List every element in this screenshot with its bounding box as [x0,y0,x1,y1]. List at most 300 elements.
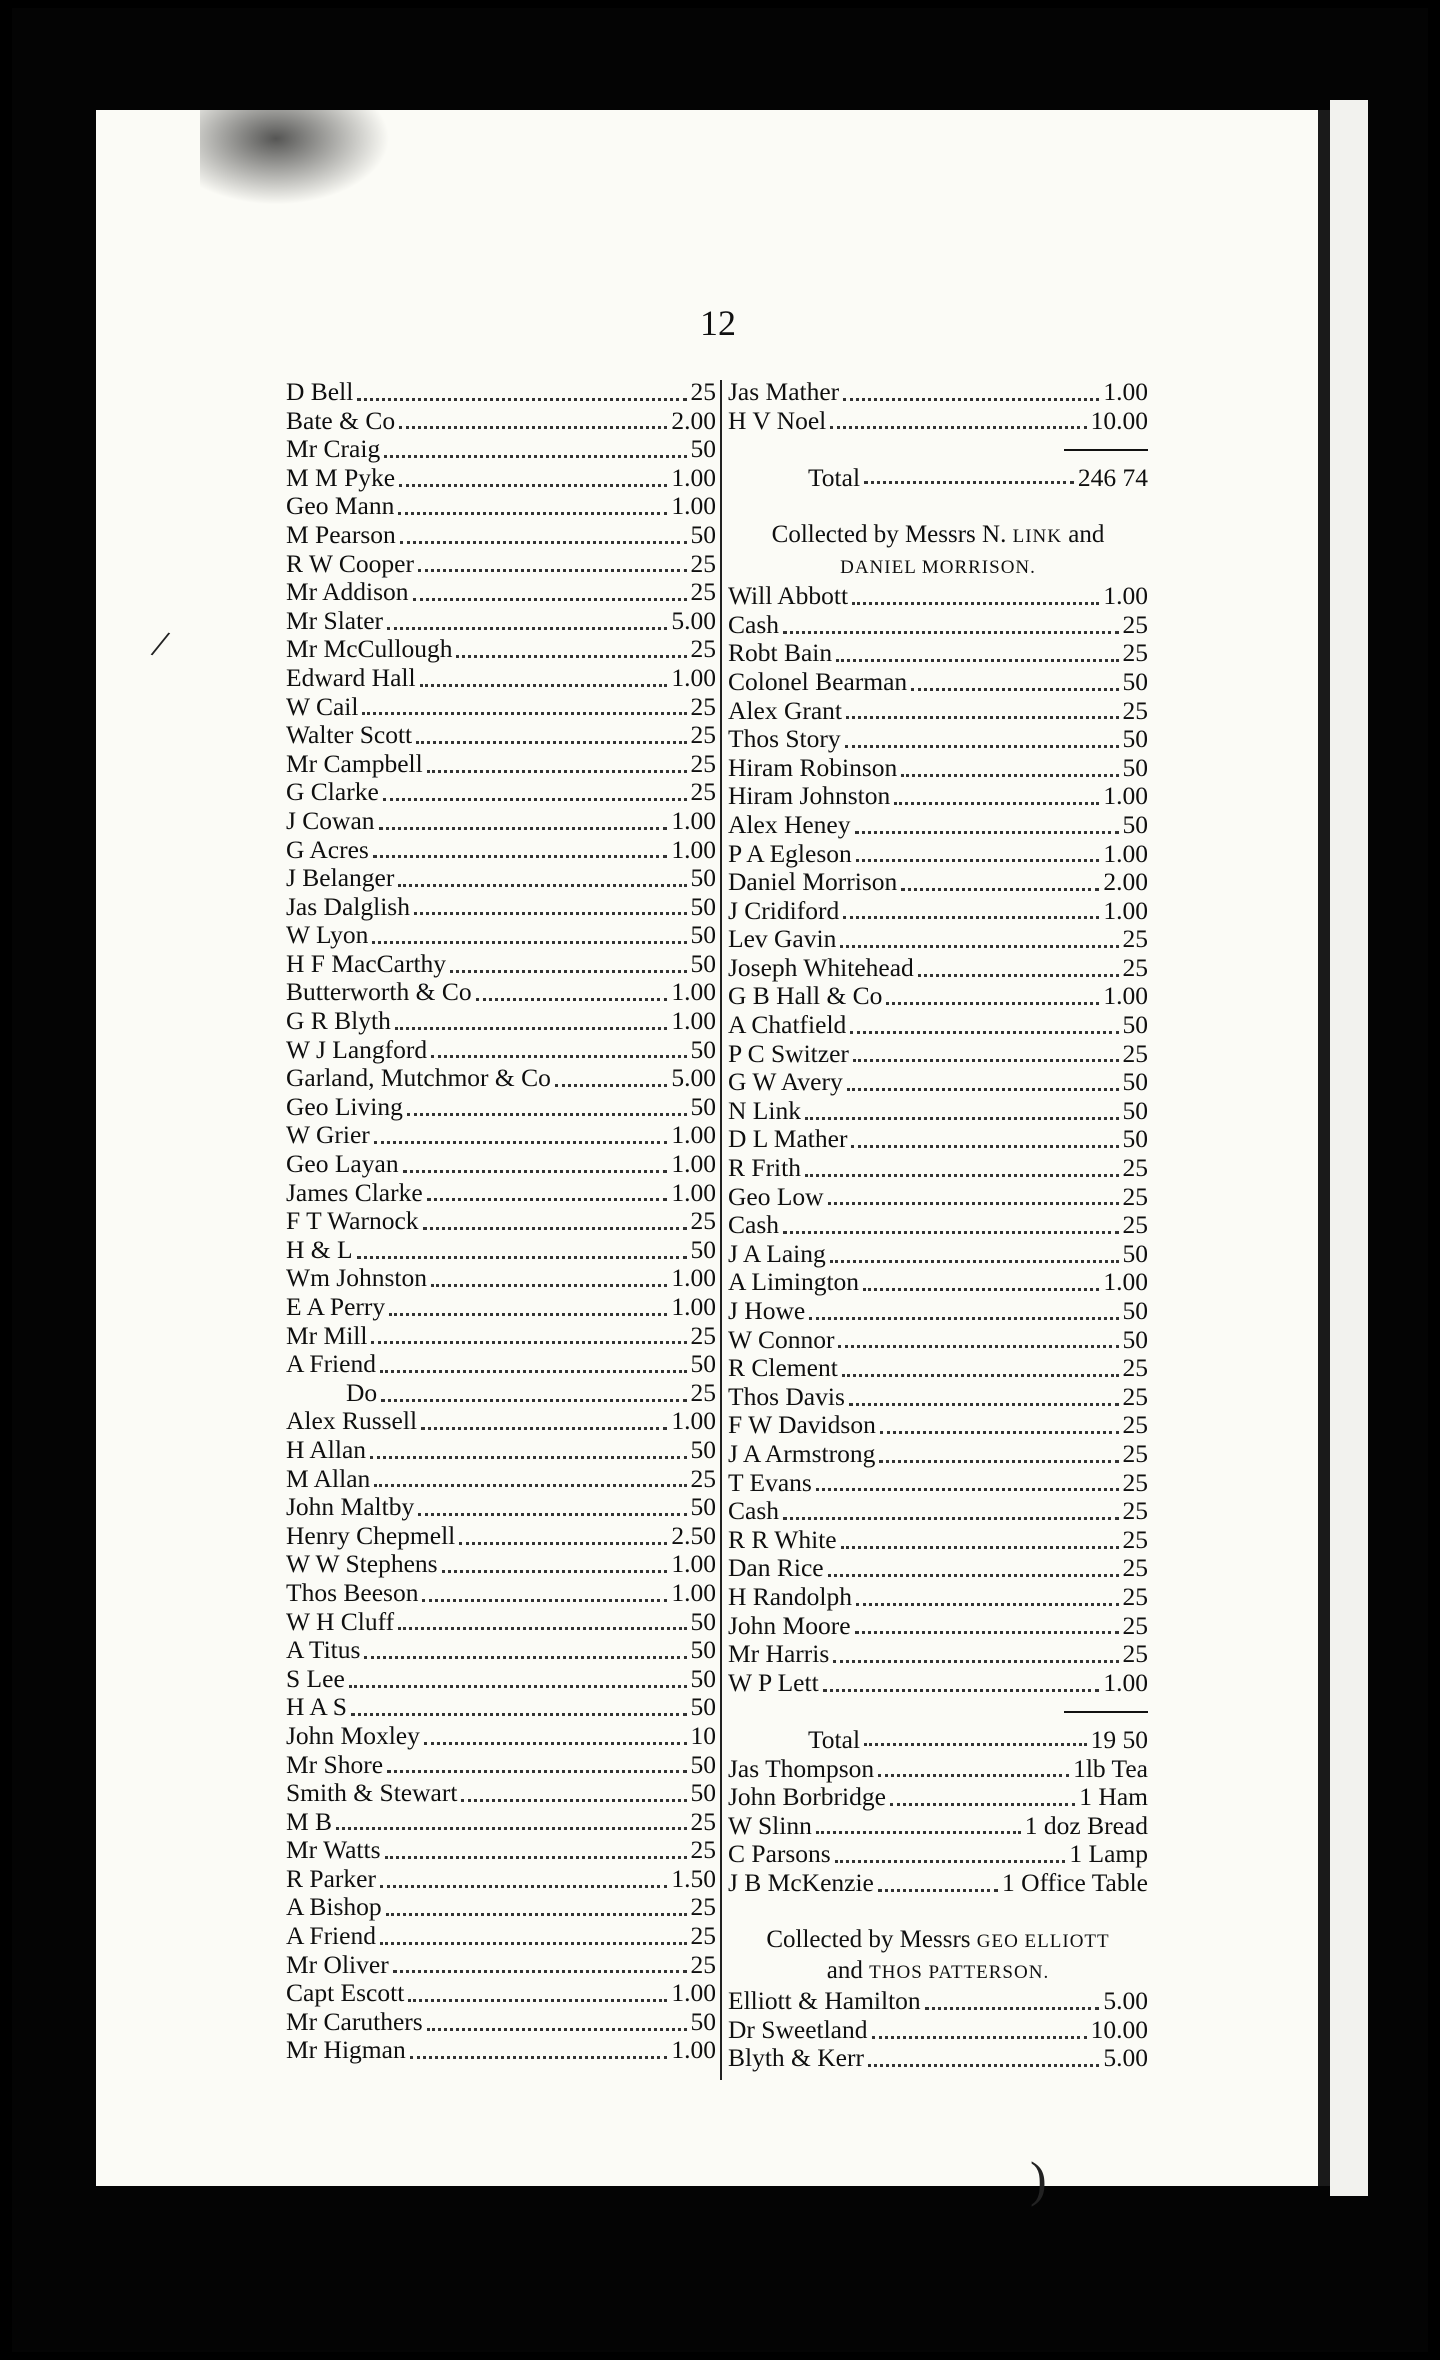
leader-dots [840,939,1118,948]
leader-dots [384,449,686,458]
leader-dots [845,739,1119,748]
section-heading [728,1926,1148,1957]
list-item [728,2016,1148,2045]
entry-name: M B [286,1806,333,1836]
leader-dots [383,792,687,801]
entry-amount: 50 [1122,1010,1148,1040]
leader-dots [418,563,687,572]
leader-dots [838,1339,1118,1348]
entry-name: Wm Johnston [286,1263,427,1293]
leader-dots [364,1650,686,1659]
leader-dots [901,882,1099,891]
leader-dots [374,1135,668,1144]
entry-amount: 50 [690,1778,716,1808]
entry-name: A Titus [286,1635,361,1665]
entry-amount: 1.00 [671,1978,716,2008]
heading-name: DANIEL MORRISON. [840,556,1036,578]
list-item [728,2044,1148,2073]
list-item [286,1951,716,1980]
leader-dots [431,1049,686,1058]
leader-dots [878,1883,998,1892]
entry-amount: 50 [690,1034,716,1064]
list-item [728,697,1148,726]
leader-dots [783,625,1119,634]
leader-dots [424,1736,687,1745]
list-item [286,1550,716,1579]
entry-name: Thos Davis [728,1381,845,1411]
total-rule [728,435,1148,464]
entry-amount: 50 [1122,1095,1148,1125]
list-item [728,1526,1148,1555]
list-item [286,1350,716,1379]
list-item [286,1407,716,1436]
leader-dots [843,392,1099,401]
entry-name: G Clarke [286,777,379,807]
leader-dots [400,535,687,544]
entry-name: John Maltby [286,1492,415,1522]
list-item [728,1497,1148,1526]
entry-amount: 25 [690,748,716,778]
leader-dots [809,1311,1118,1320]
entry-amount: 25 [1122,1524,1148,1554]
list-item [286,1436,716,1465]
entry-name: S Lee [286,1663,345,1693]
leader-dots [450,964,686,973]
entry-amount: 50 [690,519,716,549]
list-item [286,1236,716,1265]
list-item [286,1779,716,1808]
list-item [728,639,1148,668]
entry-amount: 25 [1122,1410,1148,1440]
entry-name: E A Perry [286,1292,386,1321]
entry-name: Mr Higman [286,2035,406,2065]
entry-name: Walter Scott [286,720,413,750]
entry-name: Robt Bain [728,638,833,668]
list-item [728,1297,1148,1326]
entry-amount: 25 [690,1377,716,1407]
entry-name: A Friend [286,1921,376,1951]
entry-amount: 25 [1122,1353,1148,1383]
leader-dots [878,1768,1069,1777]
entry-amount: 10.00 [1090,405,1148,435]
entry-amount: 25 [690,1806,716,1836]
entry-amount: 1.00 [671,462,716,492]
entry-amount: 25 [690,1949,716,1979]
list-item [286,750,716,779]
entry-amount: 50 [690,1492,716,1522]
entry-name: F W Davidson [728,1410,876,1440]
entry-amount: 1 Lamp [1069,1839,1148,1869]
list-item [728,1040,1148,1069]
list-item [728,1068,1148,1097]
entry-amount: 50 [1122,1238,1148,1268]
list-item [286,1865,716,1894]
entry-amount: 1 Office Table [1002,1867,1148,1897]
entry-name: Jas Thompson [728,1753,875,1783]
entry-amount: 1.00 [671,1263,716,1293]
leader-dots [894,796,1099,805]
entry-amount: 5.00 [671,1063,716,1093]
total-row [728,464,1148,493]
list-item [286,950,716,979]
entry-name: Butterworth & Co [286,977,472,1007]
entry-amount: 1.00 [671,834,716,864]
leader-dots [399,478,667,487]
entry-name: Elliott & Hamilton [728,1986,921,2016]
entry-amount: 50 [690,1349,716,1379]
entry-amount: 50 [1122,724,1148,754]
leader-dots [385,1850,687,1859]
leader-dots [849,1397,1119,1406]
list-item [286,2036,716,2065]
entry-name: M Pearson [286,519,396,549]
leader-dots [380,1364,687,1373]
list-item [728,925,1148,954]
entry-name: Jas Mather [728,377,840,406]
leader-dots [853,1053,1119,1062]
right-column [728,378,1148,2073]
entry-name: Daniel Morrison [728,867,898,897]
list-item [286,893,716,922]
leader-dots [555,1078,668,1087]
entry-name: W Slinn [728,1810,812,1840]
list-item [728,811,1148,840]
entry-amount: 25 [1122,1038,1148,1068]
leader-dots [427,764,687,773]
leader-dots [852,596,1099,605]
entry-amount: 50 [690,1749,716,1779]
list-item [728,782,1148,811]
entry-amount: 1.00 [671,805,716,835]
entry-name: R W Cooper [286,548,414,578]
leader-dots [805,1111,1119,1120]
leader-dots [393,1964,687,1973]
leader-dots [387,1764,686,1773]
entry-name: R R White [728,1524,837,1554]
entry-amount: 50 [1122,1296,1148,1325]
leader-dots [783,1225,1119,1234]
entry-name: Mr Craig [286,434,381,464]
leader-dots [351,1707,687,1716]
list-item [728,611,1148,640]
entry-name: Do [346,1377,378,1407]
entry-amount: 25 [690,720,716,750]
list-item [728,1326,1148,1355]
list-item [286,635,716,664]
heading-text: Collected by Messrs N. [771,520,1013,548]
entry-amount: 1.00 [1103,377,1148,406]
entry-amount: 25 [1122,1496,1148,1526]
leader-dots [856,1597,1119,1606]
list-item [286,1922,716,1951]
entry-amount: 25 [1122,1581,1148,1611]
leader-dots [805,1168,1119,1177]
leader-dots [418,1507,686,1516]
entry-name: Geo Mann [286,491,395,521]
leader-dots [886,996,1099,1005]
leader-dots [868,2058,1099,2067]
leader-dots [828,1196,1119,1205]
entry-name: Mr Harris [728,1639,830,1669]
list-item [286,807,716,836]
entry-amount: 1.00 [671,491,716,521]
entry-amount: 50 [690,920,716,950]
entry-amount: 25 [690,1892,716,1922]
leader-dots [416,735,686,744]
leader-dots [843,910,1099,919]
entry-name: Geo Low [728,1181,824,1211]
list-item [728,1240,1148,1269]
entry-name: W J Langford [286,1034,428,1064]
entry-amount: 50 [690,1606,716,1636]
entry-amount: 25 [1122,695,1148,725]
entry-name: Mr Mill [286,1320,368,1350]
entry-amount: 50 [1122,809,1148,839]
total-amount: 246 74 [1077,462,1148,492]
entry-amount: 1.00 [671,1406,716,1436]
entry-amount: 25 [690,1206,716,1236]
entry-amount: 25 [1122,924,1148,954]
list-item [286,1007,716,1036]
list-item [286,464,716,493]
leader-dots [380,1936,687,1945]
entry-name: Joseph Whitehead [728,952,914,982]
entry-amount: 1.00 [1103,581,1148,611]
leader-dots [386,1907,687,1916]
left-column [286,378,716,2065]
entry-name: Alex Grant [728,695,843,725]
list-item [728,1440,1148,1469]
leader-dots [410,2050,668,2059]
entry-name: A Friend [286,1349,376,1379]
entry-name: Dr Sweetland [728,2014,868,2044]
entry-amount: 50 [690,1434,716,1464]
entry-amount: 1.00 [671,1149,716,1179]
leader-dots [349,1679,687,1688]
entry-amount: 2.00 [1103,867,1148,897]
leader-dots [442,1564,668,1573]
list-item [286,1608,716,1637]
list-item [728,954,1148,983]
entry-amount: 1.00 [1103,838,1148,868]
entry-amount: 25 [690,634,716,664]
entry-name: Mr Watts [286,1835,381,1865]
entry-name: T Evans [728,1467,812,1497]
list-item [286,521,716,550]
leader-dots [459,1536,667,1545]
list-item [728,1383,1148,1412]
entry-amount: 25 [1122,1153,1148,1183]
leader-dots [856,853,1100,862]
leader-dots [399,420,667,429]
leader-dots [841,1540,1119,1549]
entry-name: J A Armstrong [728,1438,876,1468]
list-item [728,1554,1148,1583]
entry-name: R Frith [728,1153,801,1183]
leader-dots [398,878,686,887]
leader-dots [421,1421,667,1430]
entry-name: D Bell [286,377,354,406]
list-item [286,2008,716,2037]
list-item [728,1755,1148,1784]
entry-name: Smith & Stewart [286,1778,458,1808]
entry-name: John Moxley [286,1720,420,1750]
leader-dots [374,1478,686,1487]
entry-name: James Clarke [286,1177,423,1207]
entry-name: M Allan [286,1463,371,1493]
list-item [728,1097,1148,1126]
entry-amount: 25 [1122,1381,1148,1411]
total-rule [728,1697,1148,1726]
entry-amount: 1.00 [671,662,716,692]
leader-dots [389,1307,667,1316]
list-item [728,725,1148,754]
list-item [728,1869,1148,1898]
entry-name: Mr Shore [286,1749,384,1779]
heading-text: and [1061,520,1105,548]
total-label: Total [808,462,861,492]
list-item [728,1125,1148,1154]
entry-name: Mr McCullough [286,634,453,664]
entry-name: Thos Story [728,724,841,754]
list-item [728,407,1148,436]
pen-mark: / [147,620,174,667]
list-item [286,1836,716,1865]
list-item [286,378,716,407]
total-row [728,1726,1148,1755]
list-item [286,492,716,521]
leader-dots [398,1621,686,1630]
section-heading-line2 [728,552,1148,583]
entry-name: Edward Hall [286,662,416,692]
entry-name: W Grier [286,1120,370,1150]
entry-amount: 50 [690,891,716,921]
leader-dots [855,1625,1119,1634]
section-heading [728,521,1148,552]
entry-name: Lev Gavin [728,924,837,954]
entry-amount: 25 [1122,1467,1148,1497]
heading-name: GEO ELLIOTT [976,1931,1110,1953]
leader-dots [851,1139,1118,1148]
leader-dots [842,1368,1119,1377]
heading-name: THOS PATTERSON. [869,1961,1050,1983]
entry-amount: 25 [1122,952,1148,982]
list-item [286,578,716,607]
leader-dots [395,1021,668,1030]
list-item [286,1150,716,1179]
list-item [728,1640,1148,1669]
list-item [728,1987,1148,2016]
list-item [286,1808,716,1837]
entry-name: G R Blyth [286,1006,391,1036]
entry-name: Mr Addison [286,577,409,607]
entry-name: Will Abbott [728,581,849,611]
entry-name: Mr Slater [286,605,384,635]
entry-amount: 10 [690,1720,716,1750]
list-item [286,1636,716,1665]
entry-name: Bate & Co [286,405,396,435]
list-item [728,1669,1148,1698]
list-item [286,1751,716,1780]
entry-amount: 5.00 [671,605,716,635]
entry-amount: 25 [1122,609,1148,639]
entry-name: R Parker [286,1863,376,1893]
leader-dots [380,1879,667,1888]
entry-amount: 25 [1122,1181,1148,1211]
list-item [728,1469,1148,1498]
list-item [286,435,716,464]
entry-amount: 50 [1122,666,1148,696]
entry-name: F T Warnock [286,1206,419,1236]
ink-smudge [200,110,390,205]
entry-amount: 5.00 [1103,2043,1148,2073]
list-item [728,1183,1148,1212]
entry-name: J Belanger [286,863,395,893]
list-item [286,864,716,893]
entry-amount: 1lb Tea [1073,1753,1148,1783]
list-item [286,778,716,807]
next-page-edge [1330,100,1368,2196]
leader-dots [846,710,1118,719]
leader-dots [830,1254,1119,1263]
entry-name: Hiram Johnston [728,781,891,811]
list-item [728,1011,1148,1040]
entry-amount: 25 [690,777,716,807]
list-item [728,1612,1148,1641]
entry-amount: 1.00 [671,1292,716,1321]
leader-dots [370,1450,686,1459]
page-number: 12 [700,303,736,343]
entry-name: A Bishop [286,1892,382,1922]
entry-name: J Cridiford [728,895,840,925]
list-item [286,921,716,950]
entry-name: J Howe [728,1296,806,1325]
entry-name: Colonel Bearman [728,666,908,696]
list-item [286,1722,716,1751]
entry-amount: 10.00 [1090,2014,1148,2044]
entry-name: Mr Oliver [286,1949,389,1979]
leader-dots [461,1793,686,1802]
entry-amount: 50 [690,1091,716,1121]
leader-dots [816,1482,1119,1491]
leader-dots [456,649,686,658]
entry-name: Alex Heney [728,809,851,839]
entry-name: J A Laing [728,1238,826,1268]
leader-dots [918,968,1119,977]
list-item [286,1693,716,1722]
entry-amount: 1.00 [1103,895,1148,925]
entry-amount: 25 [690,377,716,406]
entry-amount: 25 [1122,1553,1148,1583]
list-item [286,1579,716,1608]
leader-dots [414,906,687,915]
entry-name: W Lyon [286,920,369,950]
entry-name: Cash [728,1496,779,1526]
entry-amount: 25 [1122,1639,1148,1669]
section-heading-line2 [728,1957,1148,1988]
leader-dots [371,1335,686,1344]
heading-text: and [826,1956,870,1984]
leader-dots [373,849,668,858]
list-item [728,840,1148,869]
column-divider [720,380,722,2080]
list-item [728,582,1148,611]
entry-name: Capt Escott [286,1978,405,2008]
list-item [728,1840,1148,1869]
entry-amount: 1.00 [671,1177,716,1207]
entry-name: G W Avery [728,1067,843,1097]
entry-name: W H Cluff [286,1606,395,1636]
